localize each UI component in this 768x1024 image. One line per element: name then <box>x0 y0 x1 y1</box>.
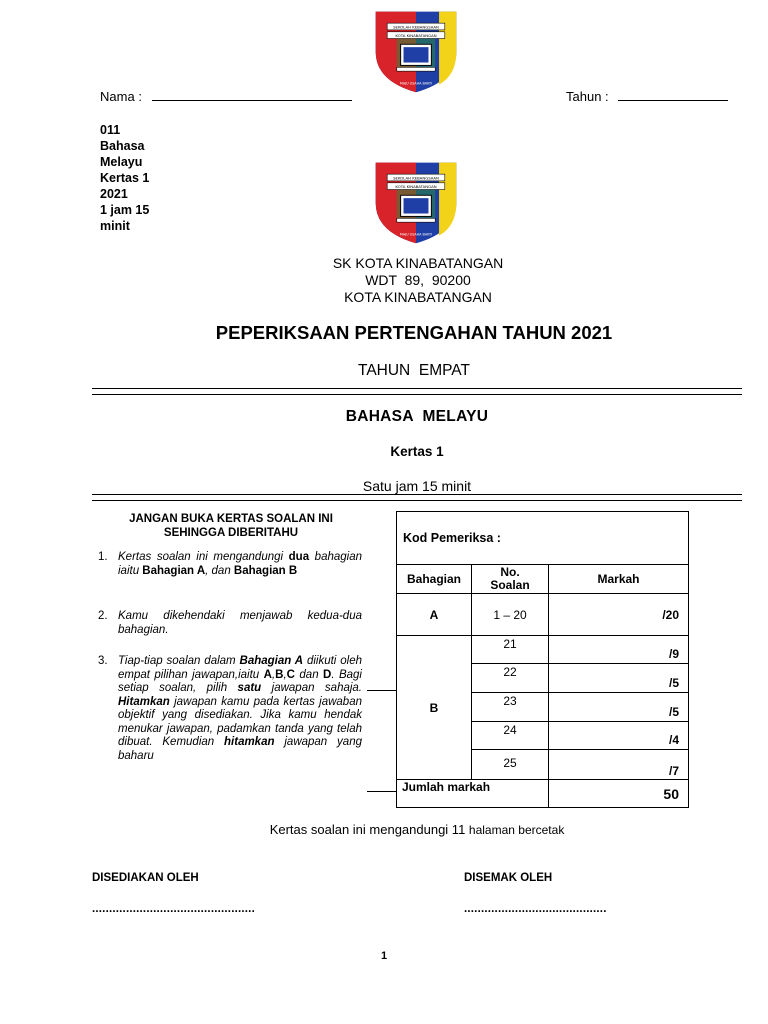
svg-text:SEKOLAH KEBANGSAAN: SEKOLAH KEBANGSAAN <box>393 24 439 30</box>
table-row: 23 /5 <box>397 693 689 722</box>
svg-text:KOTA KINABATANGAN: KOTA KINABATANGAN <box>395 184 437 190</box>
name-label: Nama <box>100 89 135 104</box>
svg-text:MAJU USAHA BAKTI: MAJU USAHA BAKTI <box>399 81 433 86</box>
year-label: Tahun <box>566 89 602 104</box>
divider-bottom <box>92 494 742 501</box>
connector-line <box>367 791 396 792</box>
total-row <box>397 780 689 808</box>
exam-title: PEPERIKSAAN PERTENGAHAN TAHUN 2021 <box>215 322 613 343</box>
school-postal: WDT 89, 90200 <box>365 272 471 288</box>
checked-by-signature[interactable]: .......................................... <box>464 903 607 915</box>
exam-duration: Satu jam 15 minit <box>362 478 472 494</box>
school-name: SK KOTA KINABATANGAN <box>332 255 504 271</box>
markah-cell[interactable]: /9 <box>549 636 689 664</box>
examiner-code: Kod Pemeriksa : <box>397 512 689 565</box>
markah-cell[interactable]: /5 <box>549 664 689 693</box>
score-table <box>396 511 689 808</box>
prepared-by-label: DISEDIAKAN OLEH <box>92 872 199 884</box>
col-no-soalan: No. Soalan <box>472 565 549 594</box>
total-label: Jumlah markah <box>397 780 549 808</box>
instruction-item: 3. Tiap-tiap soalan dalam Bahagian A diikuti oleh empat pilihan jawapan,iaitu A,B,C dan D. Bagi setiap soalan, pilih satu jawapan sahaja. Hitamkan jawapan kamu pada kertas jawaban objektif yang disediakan. Jika kamu hendak menukar jawapan, padamkan tanda yang telah dibuat. Kemudian hitamkan jawapan yang baharu <box>98 655 363 762</box>
subject-block: 011 Bahasa Melayu Kertas 1 2021 1 jam 15 minit <box>100 122 170 234</box>
pages-note: Kertas soalan ini mengandungi 11 halaman bercetak <box>269 822 565 837</box>
paper-title: Kertas 1 <box>390 444 444 459</box>
school-crest-icon <box>368 158 464 246</box>
col-bahagian: Bahagian <box>397 565 472 594</box>
divider-top <box>92 388 742 395</box>
table-row: A 1 – 20 /20 <box>397 594 689 636</box>
subject-code: 011 <box>100 123 121 137</box>
school-crest-icon <box>368 7 464 95</box>
instruction-item: 1. Kertas soalan ini mengandungi dua bahagian iaitu Bahagian A, dan Bahagian B <box>98 551 362 577</box>
subject-title: BAHASA MELAYU <box>345 408 489 425</box>
table-row: 22 /5 <box>397 664 689 693</box>
table-row: 24 /4 <box>397 722 689 750</box>
markah-cell[interactable]: /20 <box>549 594 689 636</box>
checked-by-label: DISEMAK OLEH <box>464 872 553 884</box>
prepared-by-signature[interactable]: ................................................ <box>92 903 255 915</box>
page-number: 1 <box>380 950 388 962</box>
school-logo-top <box>368 7 464 95</box>
markah-cell[interactable]: /7 <box>549 750 689 780</box>
table-row: 25 /7 <box>397 750 689 780</box>
svg-text:KOTA KINABATANGAN: KOTA KINABATANGAN <box>395 33 437 39</box>
school-address <box>240 255 596 306</box>
school-town: KOTA KINABATANGAN <box>344 289 492 305</box>
year-line[interactable] <box>618 88 728 101</box>
markah-cell[interactable]: /4 <box>549 722 689 750</box>
table-row: B 21 /9 <box>397 636 689 664</box>
warning-notice: JANGAN BUKA KERTAS SOALAN INI SEHINGGA DIBERITAHU <box>129 513 333 539</box>
total-value: 50 <box>549 780 689 808</box>
name-field[interactable]: Nama : <box>100 88 362 104</box>
year-field[interactable]: Tahun : <box>566 88 738 104</box>
col-markah: Markah <box>549 565 689 594</box>
svg-text:MAJU USAHA BAKTI: MAJU USAHA BAKTI <box>399 232 433 237</box>
svg-text:SEKOLAH KEBANGSAAN: SEKOLAH KEBANGSAAN <box>393 175 439 181</box>
connector-line <box>367 690 396 691</box>
markah-cell[interactable]: /5 <box>549 693 689 722</box>
instruction-item: 2. Kamu dikehendaki menjawab kedua-dua bahagian. <box>98 610 362 636</box>
exam-level: TAHUN EMPAT <box>358 362 470 379</box>
name-line[interactable] <box>152 88 352 101</box>
school-logo-middle <box>368 158 464 246</box>
